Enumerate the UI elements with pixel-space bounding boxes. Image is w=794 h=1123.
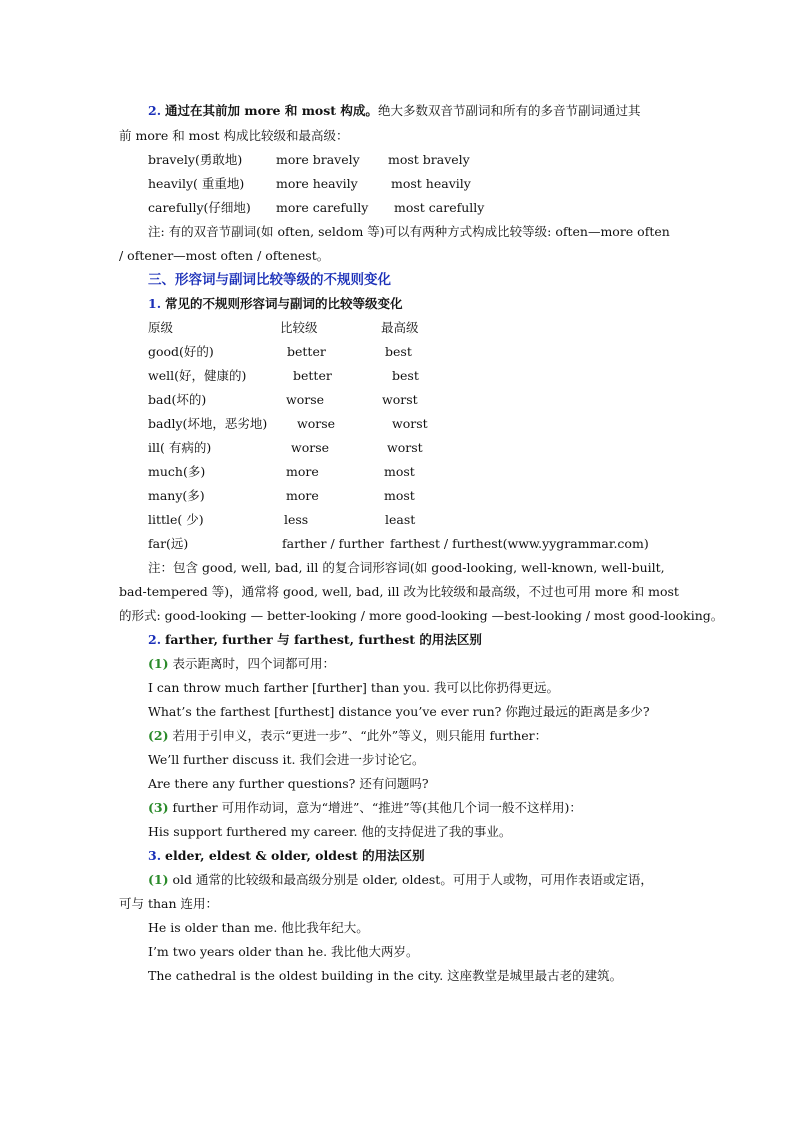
example-line: The cathedral is the oldest building in the city. 这座教堂是城里最古老的建筑。 — [148, 968, 623, 983]
adverb-base: carefully(仔细地) — [148, 200, 251, 215]
subsection-heading-text: farther, further 与 farthest, furthest 的用法区别 — [165, 632, 482, 647]
point-text: 表示距离时，四个词都可用： — [172, 656, 336, 671]
table-cell-superlative: most — [384, 464, 415, 479]
adverb-comparative: more carefully — [276, 200, 369, 215]
note-line: / oftener—most often / oftenest。 — [119, 248, 330, 263]
table-cell-comparative: less — [284, 512, 309, 527]
example-line: Are there any further questions? 还有问题吗? — [148, 776, 429, 791]
adverb-comparative: more bravely — [276, 152, 360, 167]
subsection-heading-text: elder, eldest & older, oldest 的用法区别 — [165, 848, 425, 863]
section-heading-text: 通过在其前加 more 和 most 构成。 — [165, 103, 378, 118]
point-text: 若用于引申义，表示“更进一步”、“此外”等义，则只能用 further： — [172, 728, 548, 743]
note-line: bad-tempered 等)，通常将 good, well, bad, ill 改为比较级和最高级，不过也可用 more 和 most — [119, 584, 679, 599]
point-number: (3) — [148, 800, 169, 815]
table-cell-base: badly(坏地，恶劣地) — [148, 416, 268, 431]
table-cell-superlative: worst — [387, 440, 423, 455]
note-line: 的形式: good-looking — better-looking / more good-looking —best-looking / most good-looking。 — [119, 608, 724, 623]
example-line: What’s the farthest [furthest] distance you’ve ever run? 你跑过最远的距离是多少? — [148, 704, 650, 719]
table-cell-base: ill( 有病的) — [148, 440, 212, 455]
example-line: His support furthered my career. 他的支持促进了我的事业。 — [148, 824, 512, 839]
note-line: 注: 有的双音节副词(如 often, seldom 等)可以有两种方式构成比较等级: often—more often — [148, 224, 670, 239]
point-number: (1) — [148, 872, 169, 887]
table-cell-comparative: more — [286, 488, 319, 503]
table-cell-base: far(远) — [148, 536, 189, 551]
subsection-heading-text: 常见的不规则形容词与副词的比较等级变化 — [165, 296, 403, 311]
point-text: old 通常的比较级和最高级分别是 older, oldest。可用于人或物，可用作表语或定语， — [172, 872, 653, 887]
table-cell-comparative: worse — [291, 440, 330, 455]
subsection-number: 1. — [148, 296, 162, 311]
subsection-number: 2. — [148, 632, 162, 647]
point-line — [148, 656, 335, 672]
subsection-heading — [148, 296, 403, 312]
table-cell-base: little( 少) — [148, 512, 204, 527]
adverb-base: heavily( 重重地) — [148, 176, 245, 191]
paragraph-line: 可与 than 连用： — [119, 896, 219, 911]
table-cell-superlative: most — [384, 488, 415, 503]
adverb-superlative: most bravely — [388, 152, 470, 167]
example-line: I can throw much farther [further] than you. 我可以比你扔得更远。 — [148, 680, 559, 695]
table-cell-superlative: farthest / furthest(www.yygrammar.com) — [390, 536, 649, 551]
point-line — [148, 800, 582, 816]
note-line: 注：包含 good, well, bad, ill 的复合词形容词(如 good-looking, well-known, well-built, — [148, 560, 665, 575]
adverb-superlative: most carefully — [394, 200, 485, 215]
table-cell-base: much(多) — [148, 464, 206, 479]
table-cell-comparative: better — [287, 344, 326, 359]
table-cell-base: many(多) — [148, 488, 205, 503]
adverb-superlative: most heavily — [391, 176, 471, 191]
table-cell-superlative: worst — [382, 392, 418, 407]
table-cell-base: well(好，健康的) — [148, 368, 247, 383]
adverb-section-heading — [148, 103, 640, 119]
table-cell-base: bad(坏的) — [148, 392, 207, 407]
paragraph-line: 前 more 和 most 构成比较级和最高级： — [119, 128, 349, 143]
table-header-superlative: 最高级 — [381, 320, 419, 335]
table-cell-comparative: more — [286, 464, 319, 479]
table-cell-superlative: least — [385, 512, 416, 527]
table-cell-superlative: best — [385, 344, 412, 359]
subsection-heading — [148, 848, 425, 864]
section-number: 2. — [148, 103, 162, 118]
point-number: (1) — [148, 656, 169, 671]
subsection-number: 3. — [148, 848, 162, 863]
table-cell-comparative: better — [293, 368, 332, 383]
table-cell-comparative: worse — [286, 392, 325, 407]
example-line: He is older than me. 他比我年纪大。 — [148, 920, 369, 935]
table-cell-comparative: worse — [297, 416, 336, 431]
table-cell-base: good(好的) — [148, 344, 214, 359]
chapter-heading: 三、形容词与副词比较等级的不规则变化 — [148, 272, 391, 288]
table-cell-superlative: best — [392, 368, 419, 383]
adverb-base: bravely(勇敢地) — [148, 152, 243, 167]
example-line: We’ll further discuss it. 我们会进一步讨论它。 — [148, 752, 425, 767]
table-header-base: 原级 — [148, 320, 174, 335]
table-header-comparative: 比较级 — [280, 320, 318, 335]
paragraph-text: 绝大多数双音节副词和所有的多音节副词通过其 — [377, 103, 641, 118]
point-line — [148, 872, 653, 888]
subsection-heading — [148, 632, 482, 648]
example-line: I’m two years older than he. 我比他大两岁。 — [148, 944, 419, 959]
point-line — [148, 728, 547, 744]
point-number: (2) — [148, 728, 169, 743]
point-text: further 可用作动词，意为“增进”、“推进”等(其他几个词一般不这样用)： — [172, 800, 582, 815]
table-cell-comparative: farther / further — [282, 536, 384, 551]
adverb-comparative: more heavily — [276, 176, 358, 191]
table-cell-superlative: worst — [392, 416, 428, 431]
